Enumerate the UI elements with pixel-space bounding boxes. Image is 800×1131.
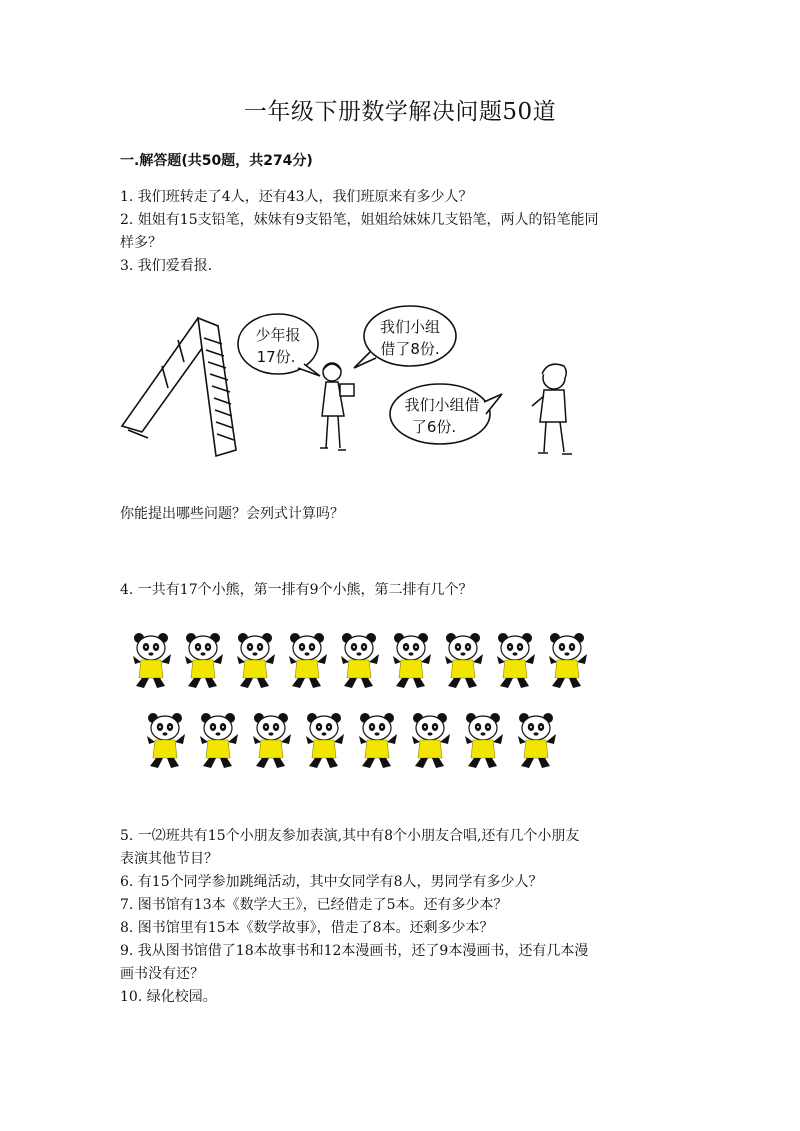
panda-figure	[185, 633, 223, 688]
girl-figure-drawing	[320, 363, 354, 450]
question-8: 8. 图书馆里有15本《数学故事》，借走了8本。还剩多少本？	[120, 920, 494, 936]
panda-figure	[306, 713, 344, 768]
newspaper-illustration	[118, 298, 578, 468]
panda-figure	[133, 633, 171, 688]
question-2-line-2: 样多？	[120, 235, 162, 251]
question-4: 4. 一共有17个小熊，第一排有9个小熊，第二排有几个？	[120, 582, 473, 598]
panda-figure	[341, 633, 379, 688]
page-title: 一年级下册数学解决问题50道	[243, 99, 557, 125]
bubble-2-line-1: 我们小组	[379, 318, 441, 336]
question-9-line-1: 9. 我从图书馆借了18本故事书和12本漫画书，还了9本漫画书，还有几本漫	[120, 943, 589, 959]
panda-illustration	[120, 630, 590, 790]
speech-bubble-3	[390, 384, 502, 444]
panda-figure	[147, 713, 185, 768]
question-10: 10. 绿化校园。	[120, 989, 217, 1005]
panda-figure	[200, 713, 238, 768]
panda-figure	[497, 633, 535, 688]
bubble-3-line-2: 了6份.	[411, 418, 457, 436]
bubble-1-line-2: 17份.	[256, 348, 296, 366]
bubble-1-line-1: 少年报	[255, 326, 301, 344]
panda-figure	[253, 713, 291, 768]
boy-figure-drawing	[532, 364, 572, 454]
panda-figure	[393, 633, 431, 688]
panda-figure	[549, 633, 587, 688]
question-5-line-1: 5. 一⑵班共有15个小朋友参加表演,其中有8个小朋友合唱,还有几个小朋友	[120, 828, 580, 844]
speech-bubble-1	[238, 314, 320, 376]
question-6: 6. 有15个同学参加跳绳活动，其中女同学有8人，男同学有多少人？	[120, 874, 543, 890]
question-3: 3. 我们爱看报.	[120, 258, 213, 274]
panda-figure	[518, 713, 556, 768]
panda-figure	[359, 713, 397, 768]
panda-figure	[237, 633, 275, 688]
bubble-2-line-2: 借了8份.	[380, 340, 440, 358]
panda-figure	[289, 633, 327, 688]
question-9-line-2: 画书没有还？	[120, 966, 204, 982]
bubble-3-line-1: 我们小组借	[404, 396, 480, 414]
panda-figure	[445, 633, 483, 688]
panda-figure	[412, 713, 450, 768]
speech-bubble-2	[354, 306, 456, 368]
question-2-line-1: 2. 姐姐有15支铅笔，妹妹有9支铅笔，姐姐给妹妹几支铅笔，两人的铅笔能同	[120, 212, 599, 228]
panda-figure	[465, 713, 503, 768]
question-5-line-2: 表演其他节目？	[120, 851, 218, 867]
question-1: 1. 我们班转走了4人，还有43人，我们班原来有多少人？	[120, 189, 473, 205]
newspaper-rack-drawing	[122, 318, 236, 456]
section-heading: 一.解答题(共50题，共274分)	[120, 153, 313, 169]
question-3-followup: 你能提出哪些问题？会列式计算吗？	[120, 506, 344, 522]
question-7: 7. 图书馆有13本《数学大王》，已经借走了5本。还有多少本？	[120, 897, 508, 913]
